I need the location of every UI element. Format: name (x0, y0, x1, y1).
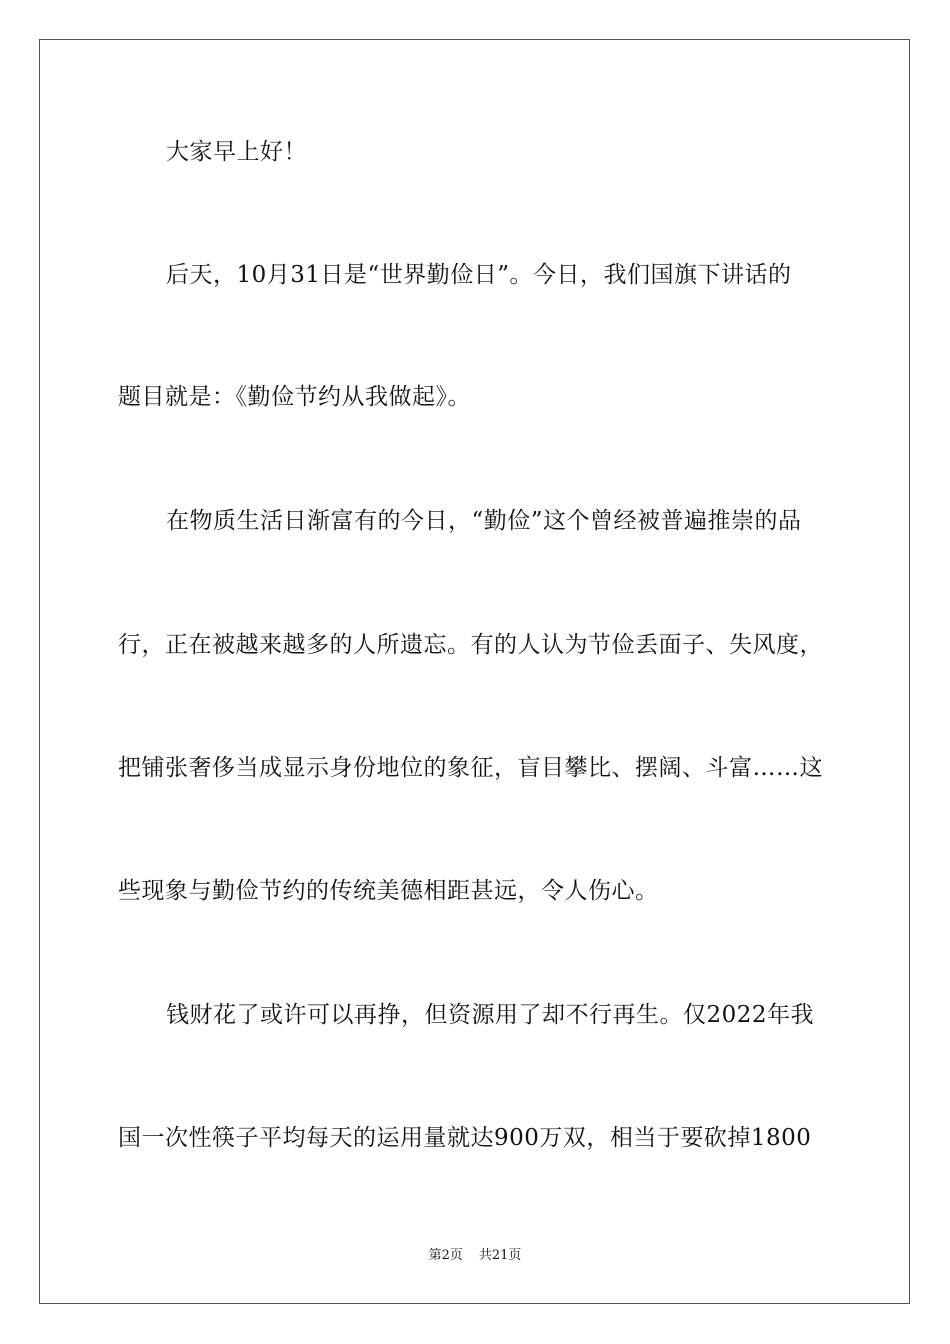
paragraph-3-line-2: 国一次性筷子平均每天的运用量就达900万双，相当于要砍掉1800 (118, 1125, 812, 1151)
paragraph-2-line-2: 行，正在被越来越多的人所遗忘。有的人认为节俭丢面子、失风度， (118, 632, 823, 658)
page-border (39, 39, 910, 1304)
paragraph-2-line-1: 在物质生活日渐富有的今日，“勤俭”这个曾经被普遍推崇的品 (166, 508, 802, 534)
paragraph-1-line-2: 题目就是：《勤俭节约从我做起》。 (118, 384, 471, 410)
page-total: 共21页 (478, 1248, 522, 1263)
page-footer (0, 1247, 950, 1265)
page-number: 第2页 (428, 1248, 463, 1263)
paragraph-1-line-1: 后天，10月31日是“世界勤俭日”。今日，我们国旗下讲话的 (166, 262, 792, 288)
paragraph-2-line-3: 把铺张奢侈当成显示身份地位的象征，盲目攀比、摆阔、斗富……这 (118, 755, 823, 781)
greeting-line: 大家早上好！ (166, 139, 307, 165)
paragraph-3-line-1: 钱财花了或许可以再挣，但资源用了却不行再生。仅2022年我 (166, 1002, 815, 1028)
paragraph-2-line-4: 些现象与勤俭节约的传统美德相距甚远，令人伤心。 (118, 878, 659, 904)
